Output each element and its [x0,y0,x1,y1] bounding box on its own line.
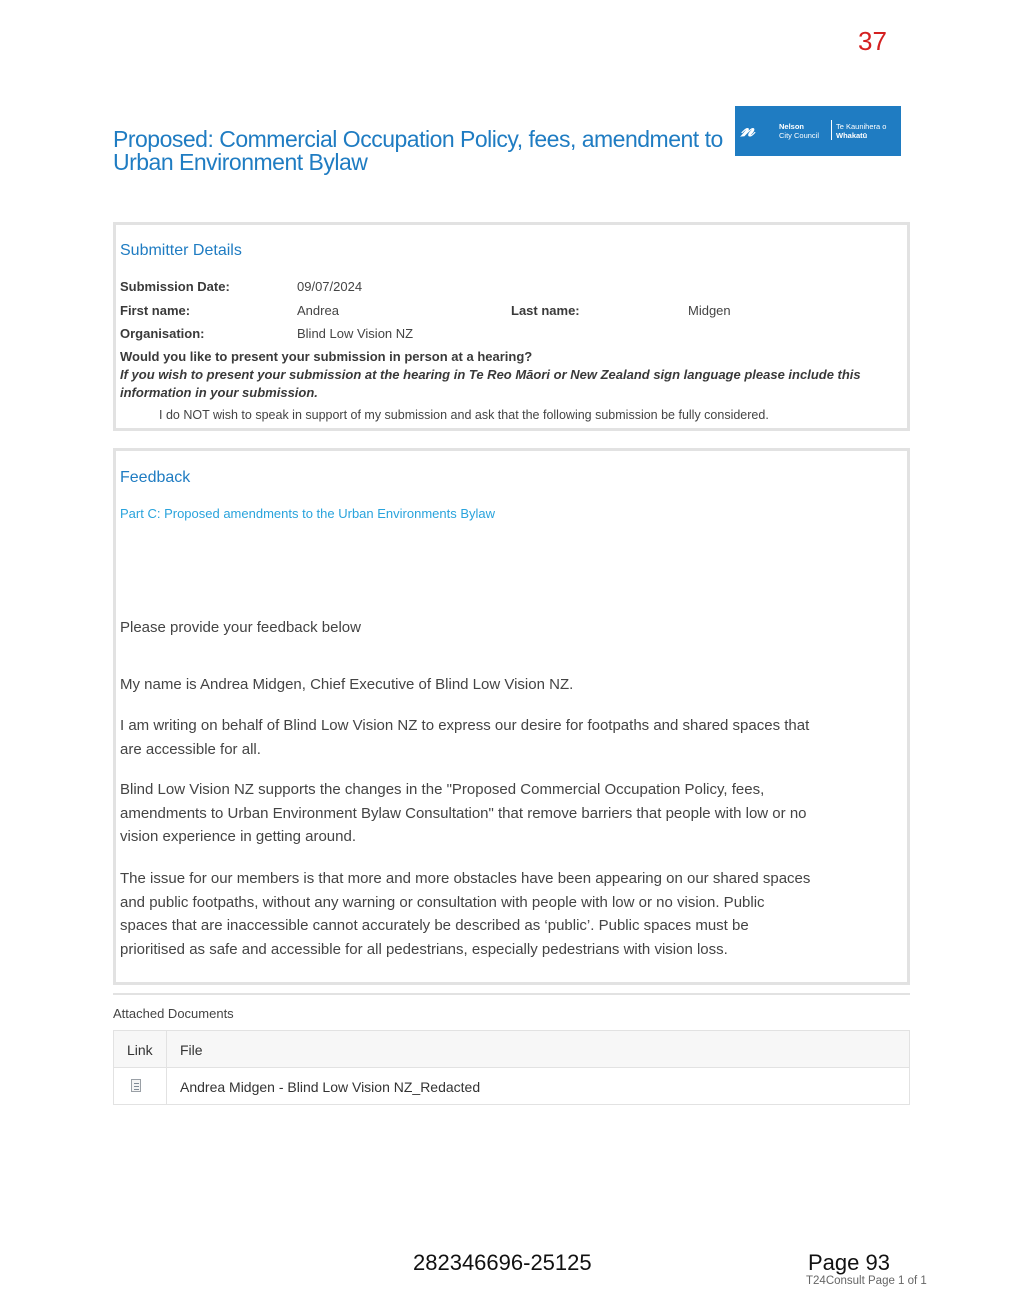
first-name-value: Andrea [297,303,339,318]
submitter-details-heading: Submitter Details [120,242,242,259]
hearing-question: Would you like to present your submission in person at a hearing? [120,349,533,364]
feedback-heading: Feedback [120,469,191,486]
last-name-label: Last name: [511,303,580,318]
council-logo [735,106,901,156]
column-divider [166,1031,167,1104]
feedback-prompt: Please provide your feedback below [120,619,361,636]
feedback-paragraph: The issue for our members is that more and more obstacles have been appearing on our shared spaces and public footpaths, without any warning or consultation with people with low or no vision. Public spaces that are inaccessible cannot accurately be described as ‘public’. Public spaces must be prioritised as safe and accessible for all pedestrians, especially pedestrians with vision loss. [120,870,811,958]
hearing-note: If you wish to present your submission at the hearing in Te Reo Māori or New Zealand sign language please include this information in your submission. [120,367,861,400]
organisation-label: Organisation: [120,326,205,341]
submission-date-value: 09/07/2024 [297,279,363,294]
column-header-file: File [180,1042,203,1058]
section-divider [113,993,910,995]
page-title: Proposed: Commercial Occupation Policy, fees, amendment to Urban Environment Bylaw [113,126,723,175]
page-of-label: T24Consult Page 1 of 1 [806,1275,927,1287]
organisation-value: Blind Low Vision NZ [297,326,414,341]
first-name-label: First name: [120,303,191,318]
logo-divider [831,120,832,140]
feedback-paragraph: My name is Andrea Midgen, Chief Executive of Blind Low Vision NZ. [120,676,574,693]
attached-documents-label: Attached Documents [113,1006,234,1021]
logo-text-english: Nelson City Council [779,122,820,140]
submission-date-label: Submission Date: [120,279,230,294]
document-icon[interactable] [131,1079,141,1092]
feedback-paragraph: Blind Low Vision NZ supports the changes in the "Proposed Commercial Occupation Policy, fees, amendments to Urban Environment Bylaw Consultation" that remove barriers that people with low or no vision experience in getting around. [120,781,807,845]
attachment-file-name[interactable]: Andrea Midgen - Blind Low Vision NZ_Redacted [180,1079,481,1095]
attachments-table-header [114,1031,909,1068]
page-marker: 37 [858,26,887,56]
feedback-part-label: Part C: Proposed amendments to the Urban Environments Bylaw [120,506,496,521]
feedback-paragraph: I am writing on behalf of Blind Low Vision NZ to express our desire for footpaths and shared spaces that are accessible for all. [120,717,810,758]
column-header-link: Link [127,1042,153,1058]
last-name-value: Midgen [688,303,731,318]
document-id: 282346696-25125 [413,1250,592,1275]
council-logo-mark-icon: 𝓃 [741,116,755,142]
logo-text-maori: Te Kaunihera o Whakatū [836,122,887,140]
page-number: Page 93 [808,1250,890,1275]
hearing-answer: I do NOT wish to speak in support of my submission and ask that the following submission be fully considered. [159,408,769,422]
